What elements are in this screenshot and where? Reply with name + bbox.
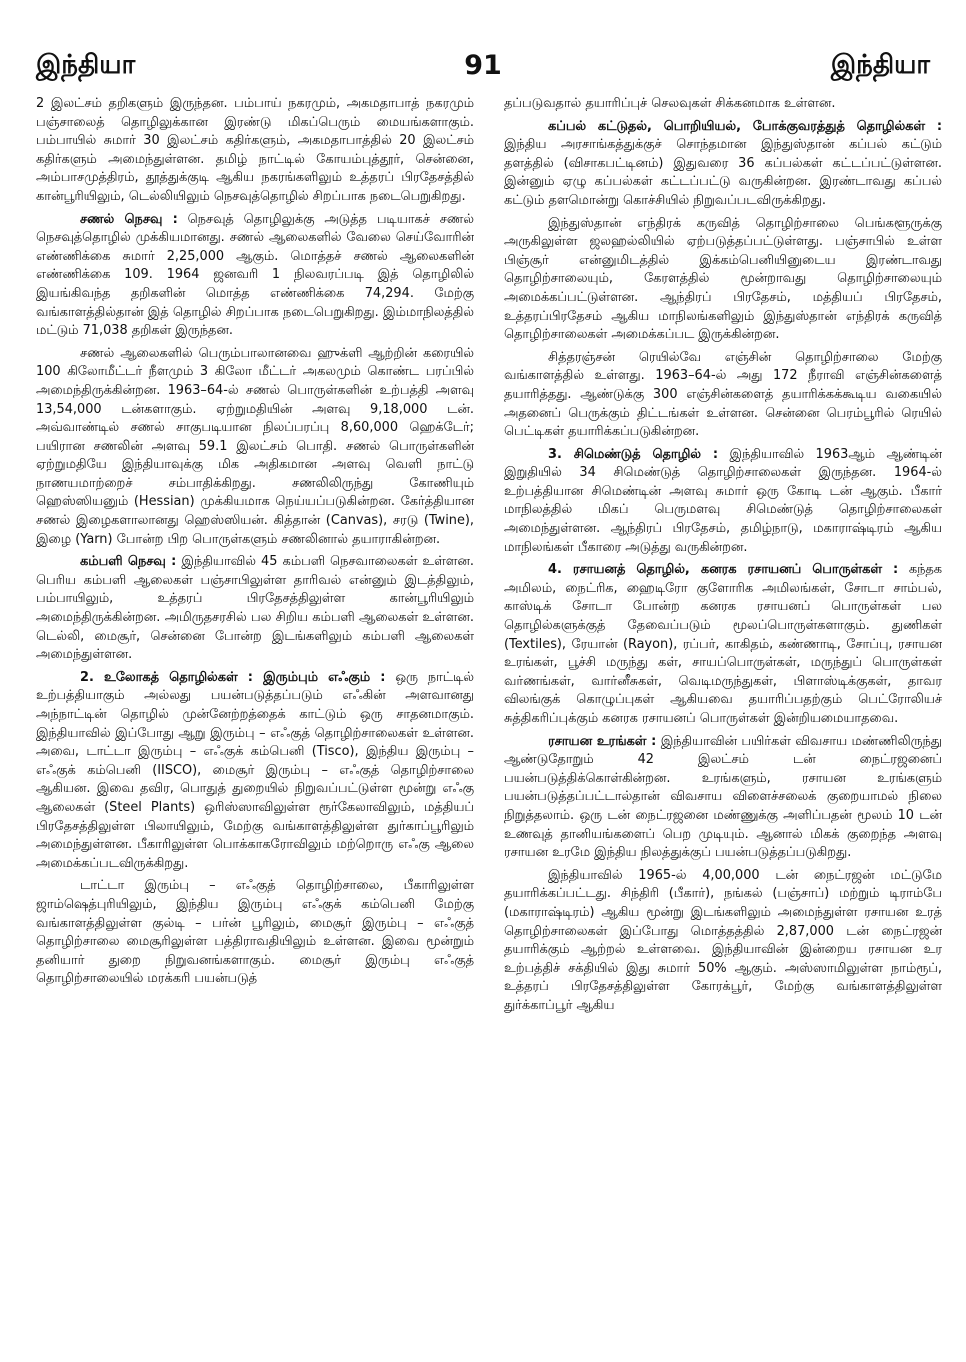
paragraph: சணல் நெசவு : நெசவுத் தொழிலுக்கு அடுத்த படியாகச் சணல் நெசவுத்தொழில் முக்கியமானது. சணல் ஆலைகளில் வேலை செய்வோரின் எண்ணிக்கை சுமார் 2,25,000 ஆகும். மொத்தச் சணல் ஆலைகளின் எண்ணிக்கை 109. 1964 ஜனவரி 1 நிலவரப்படி இத் தொழிலில் இயங்கிவந்த தறிகளின் மொத்த எண்ணிக்கை 74,294. மேற்கு வங்காளத்தில்தான் இத் தொழில் சிறப்பாக நடைபெறுகிறது. இம்மாநிலத்தில் மட்டும் 71,038 தறிகள் இருந்தன.	[36, 211, 474, 339]
paragraph: 2 இலட்சம் தறிகளும் இருந்தன. பம்பாய் நகரமும், அகமதாபாத் நகரமும் பஞ்சாலைத் தொழிலுக்கான இரண்டு மிகப்பெரும் மையங்களாகும். பம்பாயில் சுமார் 30 இலட்சம் கதிர்களும், அகமதாபாத்தில் 20 இலட்சம் கதிர்களும் அமைந்துள்ளன. தமிழ் நாட்டில் கோயம்புத்தூர், சென்னை, அம்பாசமுத்திரம், தூத்துக்குடி ஆகிய நகரங்களிலும் உத்தரப் பிரதேசத்தில் கான்பூரியிலும், டெல்லியிலும் நெசவுத்தொழில் சிறப்பாக நடைபெறுகிறது.	[36, 96, 474, 204]
paragraph: 4. ரசாயனத் தொழில், கனரக ரசாயனப் பொருள்கள் : கந்தக அமிலம், நைட்ரிக, ஹைடிரோ குளோரிக அமிலங்கள், சோடா சாம்பல், காஸ்டிக் சோடா போன்ற கனரக ரசாயனப் பொருள்கள் பல தொழில்களுக்குத் தேவைப்படும் மூலப்பொருள்களாகும். துணிகள் (Textiles), ரேயான் (Rayon), ரப்பர், காகிதம், கண்ணாடி, சோப்பு, ரசாயன உரங்கள், பூச்சி மருந்து கள், சாயப்பொருள்கள், மருந்துப் பொருள்கள் வர்ணங்கள், வார்னீசுகள், வெடிமருந்துகள், பிளாஸ்டிக்குகள், தாவர விலங்குக் கொழுப்புகள் ஆகியவை தயாரிப்பதற்கும் பெட்ரோலியச் சுத்திகரிப்புக்கும் கனரக ரசாயனப் பொருள்கள் இன்றியமையாதவை.	[504, 562, 942, 726]
page-header	[36, 50, 930, 90]
left-column	[36, 95, 474, 1344]
paragraph: இந்துஸ்தான் எந்திரக் கருவித் தொழிற்சாலை பெங்களூருக்கு அருகிலுள்ள ஜலஹல்லியில் ஏற்படுத்தப்பட்டுள்ளது. பஞ்சாபில் உள்ள பிஞ்சூர் என்னுமிடத்தில் இக்கம்பெனியினுடைய இரண்டாவது தொழிற்சாலையும், கேரளத்தில் மூன்றாவது தொழிற்சாலையும் அமைக்கப்பட்டுள்ளன. ஆந்திரப் பிரதேசம், மத்தியப் பிரதேசம், உத்தரப்பிரதேசம் ஆகிய மாநிலங்களிலும் இந்துஸ்தான் எந்திரக் கருவித் தொழிற்சாலைகள் அமைக்கப்பட இருக்கின்றன.	[504, 215, 942, 343]
section-heading: கம்பளி நெசவு :	[80, 554, 177, 570]
section-heading: 2. உலோகத் தொழில்கள் : இரும்பும் எஃகும் :	[80, 669, 386, 685]
paragraph: டாட்டா இரும்பு – எஃகுத் தொழிற்சாலை, பீகாரிலுள்ள ஜாம்ஷெத்புரியிலும், இந்திய இரும்பு எஃகுக் கம்பெனி மேற்கு வங்காளத்திலுள்ள குல்டி – பர்ன் பூரிலும், மைசூர் இரும்பு – எஃகுத் தொழிற்சாலை மைசூரிலுள்ள பத்திராவதியிலும் உள்ளன. இவை மூன்றும் தனியார் துறை நிறுவனங்களாகும். மைசூர் இரும்பு எஃகுத் தொழிற்சாலையில் மரக்கரி பயன்படுத்	[36, 878, 474, 987]
section-heading: ரசாயன உரங்கள் :	[548, 733, 657, 749]
page-number: 91	[464, 50, 502, 81]
paragraph: 2. உலோகத் தொழில்கள் : இரும்பும் எஃகும் : ஒரு நாட்டில் உற்பத்தியாகும் அல்லது பயன்படுத்தப்படும் எஃகின் அளவானது அந்நாட்டின் தொழில் முன்னேற்றத்தைக் காட்டும் ஒரு சாதனமாகும். இந்தியாவில் இப்போது ஆறு இரும்பு – எஃகுத் தொழிற்சாலைகள் உள்ளன. அவை, டாட்டா இரும்பு – எஃகுக் கம்பெனி (Tisco), இந்திய இரும்பு – எஃகுக் கம்பெனி (IISCO), மைசூர் இரும்பு – எஃகுத் தொழிற்சாலை ஆகியன. இவை தவிர, பொதுத் துறையில் நிறுவப்பட்டுள்ள மூன்று எஃகு ஆலைகள் (Steel Plants) ஒரிஸ்ஸாவிலுள்ள ரூர்கேலாவிலும், மத்தியப் பிரதேசத்திலுள்ள பிலாயிலும், மேற்கு வங்காளத்திலுள்ள துர்காப்பூரிலும் அமைந்துள்ளன. பீகாரிலுள்ள பொக்காகரோவிலும் மற்றொரு எஃகு ஆலை அமைக்கப்படவிருக்கிறது.	[36, 669, 474, 871]
section-heading: 3. சிமெண்டுத் தொழில் :	[548, 446, 719, 462]
running-title-right: இந்தியா	[830, 50, 930, 80]
paragraph: கப்பல் கட்டுதல், பொறியியல், போக்குவரத்துத் தொழில்கள் : இந்திய அரசாங்கத்துக்குச் சொந்தமான இந்துஸ்தான் கப்பல் கட்டும் தளத்தில் (விசாகபட்டினம்) இதுவரை 36 கப்பல்கள் கட்டப்பட்டுள்ளன. இன்னும் ஏழு கப்பல்கள் கட்டப்பட்டு வருகின்றன. இரண்டாவது கப்பல் கட்டும் தளமொன்று கொச்சியில் நிறுவப்படவிருக்கிறது.	[504, 118, 942, 208]
paragraph: சித்தரஞ்சன் ரெயில்வே எஞ்சின் தொழிற்சாலை மேற்கு வங்காளத்தில் உள்ளது. 1963–64-ல் அது 172 நீராவி எஞ்சின்களைத் தயாரித்தது. ஆண்டுக்கு 300 எஞ்சின்களைத் தயாரிக்கக்கூடிய வகையில் அதனைப் பெருக்கும் திட்டங்கள் உள்ளன. சென்னை பெரம்பூரில் ரெயில் பெட்டிகள் தயாரிக்கப்படுகின்றன.	[504, 349, 942, 440]
paragraph: சணல் ஆலைகளில் பெரும்பாலானவை ஹுக்ளி ஆற்றின் கரையில் 100 கிலோமீட்டர் நீளமும் 3 கிலோ மீட்டர் அகலமும் கொண்ட பரப்பில் அமைந்திருக்கின்றன. 1963–64-ல் சணல் பொருள்களின் உற்பத்தி அளவு 13,54,000 டன்களாகும். ஏற்றுமதியின் அளவு 9,18,000 டன். அவ்வாண்டில் சணல் சாகுபடியான நிலப்பரப்பு 8,60,000 ஹெக்டேர்; பயிரான சணலின் அளவு 59.1 இலட்சம் பொதி. சணல் பொருள்களின் ஏற்றுமதியே இந்தியாவுக்கு மிக அதிகமான அளவு வெளி நாட்டு நாணயமாற்றைச் சம்பாதிக்கிறது. சணலிலிருந்து கோணியும் ஹெஸ்ஸியனும் (Hessian) முக்கியமாக நெய்யப்படுகின்றன. கேர்த்தியான சணல் இழைகளாலானது ஹெஸ்ஸியன். கித்தான் (Canvas), சரடு (Twine), இழை (Yarn) போன்ற பிற பொருள்களும் சணலினால் தயாராகின்றன.	[36, 345, 474, 547]
paragraph: ரசாயன உரங்கள் : இந்தியாவின் பயிர்கள் விவசாய மண்ணிலிருந்து ஆண்டுதோறும் 42 இலட்சம் டன் நைட்ரஜனைப் பயன்படுத்திக்கொள்கின்றன. உரங்களும், ரசாயன உரங்களும் பயன்படுத்தப்பட்டால்தான் விவசாய விளைச்சலைக் குறையாமல் நிலை நிறுத்தலாம். ஒரு டன் நைட்ரஜனை மண்ணுக்கு அளிப்பதன் மூலம் 10 டன் உணவுத் தானியங்களைப் பெற முடியும். ஆனால் மிகக் குறைந்த அளவு ரசாயன உரமே இந்திய நிலத்துக்குப் பயன்படுத்தப்படுகிறது.	[504, 733, 942, 861]
section-heading: கப்பல் கட்டுதல், பொறியியல், போக்குவரத்துத் தொழில்கள் :	[548, 118, 942, 134]
paragraph: இந்தியாவில் 1965-ல் 4,00,000 டன் நைட்ரஜன் மட்டுமே தயாரிக்கப்பட்டது. சிந்திரி (பீகார்), நங்கல் (பஞ்சாப்) மற்றும் டிராம்பே (மகாராஷ்டிரம்) ஆகிய மூன்று இடங்களிலும் அமைந்துள்ள ரசாயன உரத் தொழிற்சாலைகள் இப்போது மொத்தத்தில் 2,87,000 டன் நைட்ரஜன் தயாரிக்கும் ஆற்றல் உள்ளவை. இந்தியாவின் இன்றைய ரசாயன உர உற்பத்திச் சக்தியில் இது சுமார் 50% ஆகும். அஸ்ஸாமிலுள்ள நாம்ரூப், உத்தரப் பிரதேசத்திலுள்ள கோரக்பூர், மேற்கு வங்காளத்திலுள்ள துர்க்காப்பூர் ஆகிய	[504, 867, 942, 1013]
right-column	[504, 95, 942, 1344]
section-heading: 4. ரசாயனத் தொழில், கனரக ரசாயனப் பொருள்கள் :	[548, 562, 899, 578]
paragraph: தப்படுவதால் தயாரிப்புச் செலவுகள் சிக்கனமாக உள்ளன.	[504, 96, 836, 111]
section-heading: சணல் நெசவு :	[80, 211, 178, 227]
paragraph: 3. சிமெண்டுத் தொழில் : இந்தியாவில் 1963ஆம் ஆண்டின் இறுதியில் 34 சிமெண்டுத் தொழிற்சாலைகள் இருந்தன. 1964-ல் உற்பத்தியான சிமெண்டின் அளவு சுமார் ஒரு கோடி டன் ஆகும். பீகார் மாநிலத்தில் மிகப் பெருமளவு சிமெண்டுத் தொழிற்சாலைகள் அமைந்துள்ளன. ஆந்திரப் பிரதேசம், தமிழ்நாடு, மகாராஷ்டிரம் ஆகிய மாநிலங்கள் பீகாரை அடுத்து வருகின்றன.	[504, 446, 942, 555]
paragraph: கம்பளி நெசவு : இந்தியாவில் 45 கம்பளி நெசவாலைகள் உள்ளன. பெரிய கம்பளி ஆலைகள் பஞ்சாபிலுள்ள தாரிவல் என்னும் இடத்திலும், பம்பாயிலும், உத்தரப் பிரதேசத்திலுள்ள கான்பூரியிலும் அமைந்திருக்கின்றன. அமிருதசரசில் பல சிறிய கம்பளி ஆலைகள் உள்ளன. டெல்லி, மைசூர், சென்னை போன்ற இடங்களிலும் கம்பளி ஆலைகள் அமைந்துள்ளன.	[36, 554, 474, 663]
text-columns	[36, 95, 942, 1344]
running-title-left: இந்தியா	[36, 50, 136, 80]
